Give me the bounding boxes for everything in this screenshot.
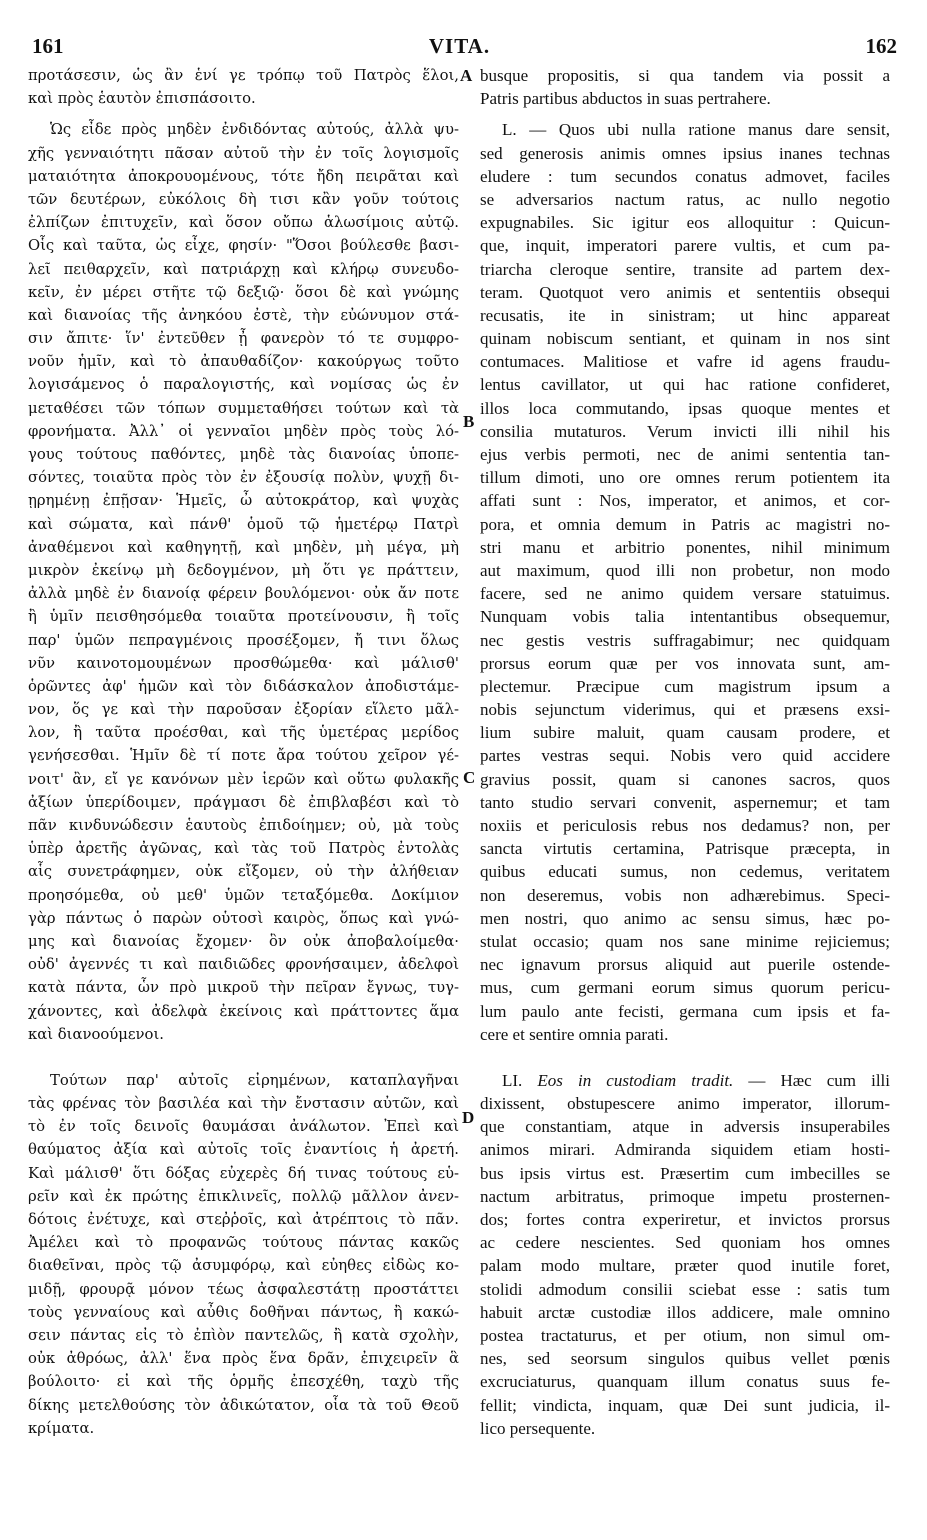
text-line: tillum dimoti, uno ore omnes rerum potientem ita xyxy=(480,468,890,488)
text-line: Patris partibus abductos in suas pertrahere. xyxy=(480,89,771,109)
text-line: contumaces. Malitiose et vafre id agens fraudu- xyxy=(480,352,890,372)
text-line: χάνοντες, καὶ ἀδελφὰ ἐκείνοις καὶ πράττοντες ἅμα xyxy=(28,1002,459,1020)
text-line: nec ignavum prorsus aliquid aut puerile ostende- xyxy=(480,955,890,975)
text-line: σειν πάντας εἰς τὸ ἐπὶὸν παντελῶς, ἢ κατὰ σχολὴν, xyxy=(28,1326,459,1344)
latin-paragraph xyxy=(480,118,890,1046)
text-line: ρεῖν καὶ ἐκ πρώτης ἐπικλινεῖς, πολλῷ μᾶλλον ἀνεν- xyxy=(28,1187,459,1205)
text-line: γενήσεσθαι. Ἡμῖν δὲ τί ποτε ἄρα τούτου χεῖρον γέ- xyxy=(28,747,459,765)
text-line: affati sunt : Nos, imperator, et animos, et cor- xyxy=(480,491,890,511)
text-line: γὰρ πάντως ὁ παρὼν οὑτοσὶ καιρὸς, ὅπως καὶ γνώ- xyxy=(28,909,459,927)
text-line: pora, et omnia demum in Patris ac magistri no- xyxy=(480,514,890,534)
text-line: cere et sentire omnia parati. xyxy=(480,1024,669,1044)
text-line: προτάσεσιν, ὡς ἂν ἑνί γε τρόπῳ τοῦ Πατρὸς ἕλοι, xyxy=(28,67,459,84)
text-line: ματαιότητα ἀποκρουομένους, τότε ἤδη πειρᾶται καὶ xyxy=(28,167,459,185)
text-line: τοὺς γενναίους καὶ αὖθις δοθῆναι πάντως, ἢ κακώ- xyxy=(28,1303,459,1321)
text-run: — Hæc cum illi xyxy=(733,1070,890,1090)
text-line: ἀλλὰ μηδὲ ἐν διανοίᾳ φέρειν βουλόμενοι· οὐκ ἄν ποτε xyxy=(28,585,459,603)
text-line: recusatis, ite in sinistram; ut hinc appareat xyxy=(480,305,890,325)
text-line: plectemur. Præcipue cum magistrum ipsum a xyxy=(480,676,890,696)
text-line: fellit; vindicta, inquam, quæ Dei sunt judicia, il- xyxy=(480,1395,890,1415)
text-line: λεῖ πειθαρχεῖν, καὶ πατριάρχῃ καὶ κλήρῳ συνευδο- xyxy=(28,260,459,278)
text-line: Ἀμέλει καὶ τὸ προφανῶς τούτους πάντας κακῶς xyxy=(28,1234,459,1252)
text-line: νον, ὅς γε καὶ τὴν παροῦσαν ἐξορίαν εἵλετο μᾶλ- xyxy=(28,701,459,719)
text-line: φρονήματα. Ἀλλ᾽ οἱ γενναῖοι μηδὲν πρὸς τοὺς λό- xyxy=(28,422,459,440)
text-line: stulat occasio; quam nos sane minime rejiciemus; xyxy=(480,931,890,951)
text-line: δίκης μετελθούσης τὸν ἀδικώτατον, οἷα τὰ τοῦ Θεοῦ xyxy=(28,1396,459,1414)
text-line: sed generosis animis omnes ipsius inanes technas xyxy=(480,143,890,163)
text-line: Καὶ μάλισθ' ὅτι δόξας εὐχερὲς δή τινας τούτους εὑ- xyxy=(28,1164,459,1182)
text-line: οὐκ ἀθρόως, ἀλλ' ἕνα πρὸς ἕνα δρᾶν, ἐπιχειρεῖν ἃ xyxy=(28,1350,459,1368)
text-line: nobis sejunctum viderimus, qui et præsens exsi- xyxy=(480,700,890,720)
text-line: ὁρῶντες ἀφ' ἡμῶν καὶ τὸν διδάσκαλον ἀποδιστάμε- xyxy=(28,677,459,695)
text-line: τὰς φρένας τὸν βασιλέα καὶ τὴν ἔνστασιν αὐτῶν, καὶ xyxy=(28,1095,459,1113)
text-line: βούλοιτο· εἰ καὶ τῆς ὁρμῆς ἐπεσχέθη, ταχὺ τῆς xyxy=(28,1373,459,1391)
text-line: non deseremus, vobis non adhærebimus. Speci- xyxy=(480,885,890,905)
text-line: Ὡς εἶδε πρὸς μηδὲν ἐνδιδόντας αὐτούς, ἀλλὰ ψυ- xyxy=(50,121,459,139)
text-line: τῶν δευτέρων, εὐκόλοις δὴ τισι κἂν γοῦν τούτοις xyxy=(28,190,459,208)
text-line: sancta virtutis certamina, Patrisque præcepta, in xyxy=(480,839,890,859)
text-line: Οἷς καὶ ταῦτα, ὡς εἶχε, φησίν· "Ὅσοι βούλεσθε βασι- xyxy=(28,237,459,255)
text-line: nactum arbitratus, primoque impetu prosternen- xyxy=(480,1186,890,1206)
text-line: ῃρημένῃ ἐπῇσαν· Ἡμεῖς, ὦ αὐτοκράτορ, καὶ ψυχὰς xyxy=(28,492,459,510)
text-line: men nostri, quo animo ac sensu simus, hæc po- xyxy=(480,908,890,928)
margin-marker-c: C xyxy=(463,768,476,787)
text-line: δότοις ἐνέτυχε, καὶ στεῤῥοῖς, καὶ ἀτρέπτοις τὸ πᾶν. xyxy=(28,1211,459,1228)
text-line: que constantiam, atque in adversis insuperabiles xyxy=(480,1117,890,1137)
margin-marker-b: B xyxy=(463,412,475,431)
text-line: expugnabiles. Sic igitur eos alloquitur : Quicun- xyxy=(480,213,890,233)
text-line: noxiis et periculosis rebus nos dedamus? non, per xyxy=(480,816,890,835)
text-line: habuit arctæ custodiæ illos addicere, male omnino xyxy=(480,1302,890,1322)
greek-column xyxy=(28,64,459,1440)
text-line: καὶ διανοίας τῆς ἀνηκόου ἐστὲ, τὴν εὐώνυμον στά- xyxy=(28,306,459,324)
text-line: gravius possit, quam si canones sacros, quos xyxy=(480,769,890,789)
text-line: mus, cum germani eorum simus quorum pericu- xyxy=(480,978,890,998)
text-line: lentus cavillator, ut qui hac ratione confideret, xyxy=(480,375,890,395)
text-line: teram. Quotquot vero animis et sententiis obsequi xyxy=(480,282,890,302)
greek-paragraph xyxy=(28,1069,459,1440)
text-line: κατὰ πάντα, ὧν πρὸ μικροῦ τὴν πεῖραν ἔγνως, τυγ- xyxy=(28,979,459,997)
text-line: σόντες, τοιαῦτα πρὸς τὸν ἐν ἐξουσίᾳ πολὺν, ψυχῇ δι- xyxy=(28,469,459,487)
text-line: λον, ἢ ταῦτα προέσθαι, καὶ τῆς ὑμετέρας μερίδος xyxy=(28,724,459,742)
text-line: L. — Quos ubi nulla ratione manus dare sensit, xyxy=(502,120,890,140)
text-line: bus ipsis virtus est. Præsertim cum imbecilles se xyxy=(480,1163,890,1183)
text-line: quibus educati sumus, non cedemus, veritatem xyxy=(480,862,890,882)
latin-paragraph xyxy=(480,1069,890,1440)
text-line: dos; fortes contra experiretur, et invictos prorsus xyxy=(480,1210,890,1229)
text-line: χῆς γενναιότητι πᾶσαν αὐτοῦ τὴν ἐν τοῖς λογισμοῖς xyxy=(28,144,459,162)
text-line: dixissent, obstupescere animo imperator, illorum- xyxy=(480,1094,890,1114)
page-number-right: 162 xyxy=(865,34,897,58)
text-line: κεῖν, ἐν μέρει στῆτε τῷ δεξιῷ· ὅσοι δὲ καὶ γνώμης xyxy=(28,283,459,301)
text-line: κρίματα. xyxy=(28,1419,95,1437)
text-line: οὐδ' ἀγεννές τι καὶ παιδιῶδες φρονήσαιμεν, ἀδελφοὶ xyxy=(28,956,459,974)
text-line: ἢ ὑμῖν πεισθησόμεθα τοιαῦτα προτείνουσιν, ἢ τοῖς xyxy=(28,608,459,626)
text-line: ac cedere nescientes. Sed quoniam hos omnes xyxy=(480,1233,890,1253)
text-line: γους τούτους παθόντες, μηδὲ τὰς διανοίας ὑποπε- xyxy=(28,446,459,463)
latin-paragraph xyxy=(480,64,890,110)
section-number: LI. xyxy=(502,1070,538,1090)
text-line: consilia mutaturos. Verum invicti illi nihil his xyxy=(480,421,890,441)
text-line: palam modo multare, præter quod inutile foret, xyxy=(480,1256,890,1276)
text-line: stolidi admodum consilii sciebat esse : satis tum xyxy=(480,1279,890,1299)
margin-marker-a: A xyxy=(460,66,473,85)
text-line xyxy=(480,1069,890,1092)
text-line: eludere : tum secundos conatus admovet, faciles xyxy=(480,166,890,186)
running-title: VITA. xyxy=(428,34,491,58)
text-line: διαθεῖναι, πρὸς τῷ ἀσυμφόρῳ, καὶ εὐηθες εἰδὼς κο- xyxy=(28,1257,459,1275)
text-line: tanto studio servari convenit, aspernemur; et tam xyxy=(480,792,890,812)
text-line: nes, sed seorsum singulos quibus vellet pœnis xyxy=(480,1349,890,1369)
text-line: partes vestras sequi. Nobis vero quid accidere xyxy=(480,746,890,766)
text-line: λογισάμενος ὁ παραλογιστής, καὶ νομίσας ὡς ἐν xyxy=(28,376,459,394)
latin-column xyxy=(480,64,890,1440)
text-line: τὸ ἐν τοῖς δεινοῖς θαυμάσαι ἀνάλωτον. Ἐπεὶ καὶ xyxy=(28,1118,459,1136)
text-line: animos mirari. Admiranda siquidem etiam hosti- xyxy=(480,1140,890,1160)
text-line: lum paulo ante fecisti, germana cum ipsis et fa- xyxy=(480,1001,890,1021)
text-line: stri manu et arbitrio ponentes, nihil minimum xyxy=(480,537,890,557)
section-title: Eos in custodiam tradit. xyxy=(537,1070,734,1090)
text-line: μιδῇ, φρουρᾷ μόνον τέως ἀσφαλεστάτῃ προστάττει xyxy=(28,1280,459,1298)
page-number-left: 161 xyxy=(32,34,64,58)
text-line: lium subire maluit, quam causam prodere, et xyxy=(480,723,890,743)
greek-paragraph xyxy=(28,118,459,1046)
text-line: nec gestis vestris suffragabimur; nec quidquam xyxy=(480,630,890,650)
text-line: aut maximum, quod illi non probetur, non modo xyxy=(480,560,890,580)
text-line: ejus verbis permoti, nec de animi sententia tan- xyxy=(480,445,890,464)
text-line: que, inquit, imperatori parere vultis, et cum pa- xyxy=(480,236,890,256)
text-line: νοιτ' ἂν, εἴ γε κανόνων μὲν ἱερῶν καὶ οὕτω φυλακῆς xyxy=(28,770,459,788)
page-header xyxy=(22,34,897,62)
text-line: excruciaturus, quanquam illum conatus suus fe- xyxy=(480,1372,890,1392)
text-line: παρ' ὑμῶν πεπραγμένοις προσέξομεν, ἤ τινι ὅλως xyxy=(28,631,459,649)
text-line: facere, sed ne animo quidem versare statuimus. xyxy=(480,584,890,604)
text-line: καὶ διανοούμενοι. xyxy=(28,1025,164,1043)
text-line: lico persequente. xyxy=(480,1418,596,1438)
text-line: νοῦν ἡμῖν, καὶ τὸ ἀπαυθαδίζον· κακούργως τοῦτο xyxy=(28,353,459,371)
text-line: Nunquam vobis talia intentantibus obsequemur, xyxy=(480,607,890,627)
text-line: illos loca commutando, ipsas quoque mentes et xyxy=(480,398,890,418)
text-line: μικρὸν ἐκείνῳ μὴ δεδογμένον, μὴ ὅτι γε πράττειν, xyxy=(28,561,459,579)
text-line: prorsus eorum quæ per vos innovata sunt, am- xyxy=(480,653,890,673)
text-line: busque propositis, si qua tandem via possit a xyxy=(480,66,890,85)
text-line: θαύματος ἀξία καὶ αὐτοῖς τοῖς ἐναντίοις ἡ ἀρετή. xyxy=(28,1141,459,1159)
text-line: μεταθέσει τῶν τόπων συμμεταθήσει τούτων καὶ τὰ xyxy=(28,399,459,417)
text-line: καὶ πρὸς ἑαυτὸν ἐπισπάσοιτο. xyxy=(28,90,256,108)
text-line: πᾶν κινδυνώδεσιν ἑαυτοὺς ἐπιδοίημεν; οὐ, μὰ τοὺς xyxy=(28,817,459,834)
text-line: ἀναθέμενοι καὶ καθηγητῇ, καὶ μηδὲν, μὴ μέγα, μὴ xyxy=(28,538,459,556)
text-line: μης καὶ διανοίας ἔχομεν· ὃν οὐκ ἀποβαλοίμεθα· xyxy=(28,932,459,950)
text-line: νῦν καινοτομουμένων προσθώμεθα· καὶ μάλισθ' xyxy=(28,654,459,672)
margin-marker-d: D xyxy=(462,1108,475,1127)
text-line: καὶ σώματα, καὶ πάνθ' ὁμοῦ τῷ ἡμετέρῳ Πατρὶ xyxy=(28,515,459,533)
greek-paragraph xyxy=(28,64,459,110)
text-line: se adversarios nactum ratus, ac nullo negotio xyxy=(480,189,890,209)
text-line: ὑπὲρ ἀρετῆς ἀγῶνας, καὶ τὰς τοῦ Πατρὸς ἐντολὰς xyxy=(28,840,459,858)
text-line: triarcha cleroque sentire, transite ad partem dex- xyxy=(480,259,890,279)
text-line: σιν ἄπιτε· ἵν' ἐντεῦθεν ᾖ φανερὸν τό τε συμφρο- xyxy=(28,330,459,348)
text-line: αἷς συνετράφημεν, οὐκ εἴξομεν, οὐ τὴν ἀλήθειαν xyxy=(28,863,459,881)
text-line: προησόμεθα, οὐ μεθ' ὑμῶν τεταξόμεθα. Δοκίμιον xyxy=(28,886,459,904)
text-line: ἐλπίζων ἐπιτυχεῖν, καὶ ὅσον οὔπω ἁλωσίμοις αὐτῷ. xyxy=(28,214,459,232)
text-line: ἀξίων ὑπερίδοιμεν, πράγμασι δὲ ἐπιβλαβέσι καὶ τὸ xyxy=(28,793,459,811)
text-line: postea tractaturus, et per otium, non simul om- xyxy=(480,1325,890,1345)
text-line: quinam nobiscum sentiant, et quinam in nos sint xyxy=(480,329,890,349)
text-line: Τούτων παρ' αὐτοῖς εἰρημένων, καταπλαγῆναι xyxy=(50,1071,459,1089)
